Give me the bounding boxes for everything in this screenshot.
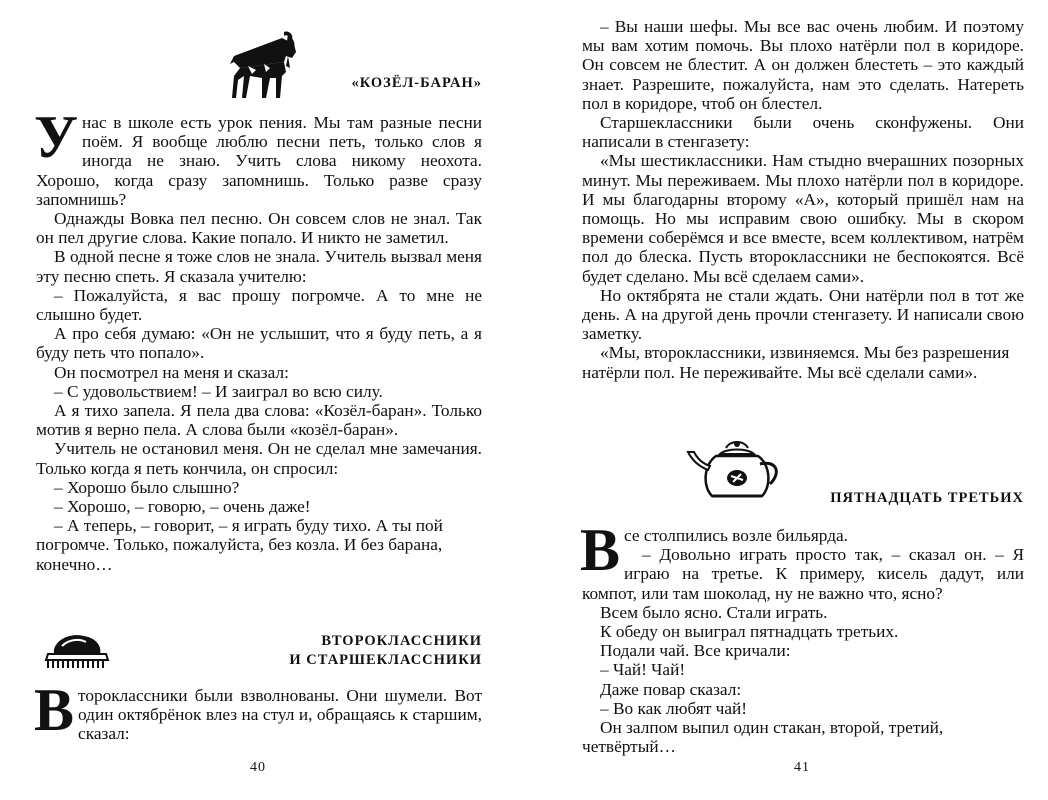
paragraph: «Мы шестиклассники. Нам стыдно вчерашних позорных минут. Мы переживаем. Мы плохо натёрли пол в коридоре. И мы благодарны второму «А», который пришёл нам на помощь. Но мы исправим свою ошибку. Мы в скором времени соберёмся и все вместе, всем коллективом, натрём пол до блеска. Пусть второклассники не беспокоятся. Всё будет сделано. Мы всё сделаем сами». <box>582 151 1024 286</box>
drop-cap: В <box>580 517 621 583</box>
paragraph: А про себя думаю: «Он не услышит, что я буду петь, а я буду петь что попало». <box>36 324 482 363</box>
drop-cap: У <box>34 104 79 170</box>
paragraph: Учитель не остановил меня. Он не сделал мне замечания. Только когда я петь кончила, он спросил: <box>36 439 482 478</box>
paragraph: «Мы, второклассники, извиняемся. Мы без разрешения натёрли пол. Не переживайте. Мы всё сделали сами». <box>582 343 1010 382</box>
paragraph: А я тихо запела. Я пела два слова: «Козёл-баран». Только мотив я верно пела. А слова были «козёл-баран». <box>36 401 482 440</box>
story-title-block <box>36 632 482 670</box>
paragraph: – Хорошо было слышно? <box>54 477 240 497</box>
story-title-wrap <box>582 489 1024 508</box>
story-body <box>34 677 482 744</box>
paragraph: Однажды Вовка пел песню. Он совсем слов не знал. Так он пел другие слова. Какие попало. И никто не заметил. <box>36 209 482 248</box>
paragraph: Старшеклассники были очень сконфужены. Они написали в стенгазету: <box>582 113 1024 152</box>
paragraph: – Во как любят чай! <box>600 698 748 718</box>
paragraph: Унас в школе есть урок пения. Мы там разные песни поём. Я вообще люблю песни петь, только слов я иногда не знаю. Учить слова никому неохота. Хорошо, когда сразу запомнишь. Только разве сразу запомнишь? <box>34 104 482 209</box>
paragraph: – Пожалуйста, я вас прошу погромче. А то мне не слышно будет. <box>36 285 482 325</box>
story-title-line: ВТОРОКЛАССНИКИ <box>321 633 482 649</box>
story-body <box>580 517 1024 757</box>
paragraph: Второклассники были взволнованы. Они шумели. Вот один октябрёнок влез на стул и, обращаясь к старшим, сказал: <box>34 677 482 744</box>
right-page <box>524 0 1048 800</box>
story-title: ПЯТНАДЦАТЬ ТРЕТЬИХ <box>830 490 1024 506</box>
page-number: 41 <box>794 760 810 775</box>
paragraph: – Довольно играть просто так, – сказал он. – Я играю на третье. К примеру, кисель дадут, или компот, или там шоколад, ну не важно что, ясно? <box>582 545 1024 603</box>
drop-cap: В <box>34 677 75 743</box>
story-title-line: И СТАРШЕКЛАССНИКИ <box>289 652 482 668</box>
paragraph: – А теперь, – говорит, – я играть буду тихо. А ты пой погромче. Только, пожалуйста, без козла. И без барана, конечно… <box>36 516 443 574</box>
paragraph: – Вы наши шефы. Мы все вас очень любим. И поэтому мы вам хотим помочь. Вы плохо натёрли пол в коридоре. Он совсем не блестит. А он должен блестеть – это каждый знает. Разрешите, пожалуйста, нам это сделать. Натереть пол в коридоре, чтоб он блестел. <box>582 17 1024 113</box>
story-title-goat-wrap <box>36 74 482 93</box>
paragraph: – Хорошо, – говорю, – очень даже! <box>54 497 311 517</box>
paragraph: – С удовольствием! – И заиграл во всю силу. <box>54 381 383 401</box>
paragraph: Он залпом выпил один стакан, второй, третий, четвёртый… <box>582 718 944 757</box>
story-body <box>34 104 482 574</box>
page-number: 40 <box>250 760 266 775</box>
paragraph: Он посмотрел на меня и сказал: <box>54 362 289 382</box>
paragraph: Даже повар сказал: <box>600 679 742 699</box>
paragraph: Подали чай. Все кричали: <box>600 641 791 661</box>
paragraph: Всем было ясно. Стали играть. <box>600 602 828 622</box>
paragraph: Но октябрята не стали ждать. Они натёрли пол в тот же день. А на другой день прочли стенгазету. И написали свою заметку. <box>582 285 1024 344</box>
paragraph: Все столпились возле бильярда. <box>580 517 848 583</box>
paragraph: – Чай! Чай! <box>600 660 686 680</box>
story-title: «КОЗЁЛ-БАРАН» <box>351 75 482 91</box>
paragraph: К обеду он выиграл пятнадцать третьих. <box>600 622 899 642</box>
story-body <box>582 17 1024 382</box>
paragraph: В одной песне я тоже слов не знала. Учитель вызвал меня эту песню спеть. Я сказала учителю: <box>36 247 482 286</box>
